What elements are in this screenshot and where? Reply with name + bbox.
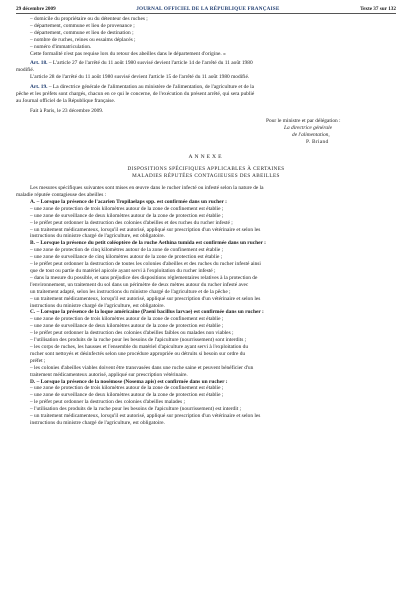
annexe-subtitle-1: DISPOSITIONS SPÉCIFIQUES APPLICABLES À CERTAINES xyxy=(127,166,285,173)
section-d-heading: D. – Lorsque la présence de la nosémose (Nosema apis) est confirmée dans un rucher : xyxy=(30,378,228,385)
signature-line-3: de l'alimentation, xyxy=(292,131,330,138)
article-18-line: L'article 28 de l'arrêté du 11 août 1980 susvisé devient l'article 15 de l'arrêté du 11 août 1980 modifié. xyxy=(30,74,250,81)
section-c-line: traitement médicamenteux autorisé, appliqué sur prescription vétérinaire. xyxy=(30,371,188,378)
section-c-line: rucher sont nettoyés et désinfectés selon une procédure appropriée ou détruits si besoin sur ordre du xyxy=(30,350,246,357)
list-item: – nombre de ruches, reines ou essaims déplacés ; xyxy=(30,36,136,43)
section-c-line: préfet ; xyxy=(30,357,46,364)
article-18 xyxy=(16,60,396,67)
section-a-heading: A. – Lorsque la présence de l'acarien Tropilaelaps spp. est confirmée dans un rucher : xyxy=(30,198,227,205)
article-18-label: Art. 18. xyxy=(30,60,48,67)
list-top xyxy=(16,16,396,51)
section-b-line: – un traitement médicamenteux, lorsqu'il est autorisé, appliqué sur prescription d'un vétérinaire et selon les xyxy=(30,295,261,302)
fait-a-paris: Fait à Paris, le 23 décembre 2009. xyxy=(30,107,104,114)
section-c-line: – les corps de ruches, les hausses et l'ensemble du matériel d'apiculture ayant servi à l'exploitation du xyxy=(30,343,249,350)
signature-line-1: Pour le ministre et par délégation : xyxy=(266,117,341,124)
section-b-line: l'environnement, un traitement du sol dans un périmètre de deux mètres autour du rucher infesté avec xyxy=(30,281,249,288)
section-d-line: – le préfet peut ordonner la destruction des colonies d'abeilles malades ; xyxy=(30,399,186,406)
section-a-line: instructions du ministre chargé de l'agriculture, est obligatoire. xyxy=(30,233,165,240)
section-a-line: – le préfet peut ordonner la destruction des colonies d'abeilles et des ruches du rucher infesté ; xyxy=(30,219,233,226)
section-c-line: – une zone de surveillance de deux kilomètres autour de la zone de protection est établie ; xyxy=(30,323,224,330)
page-header xyxy=(16,6,396,14)
article-19-line: pêche et les préfets sont chargés, chacun en ce qui le concerne, de l'exécution du présent arrêté, qui sera publié xyxy=(16,91,255,98)
list-item: – domicile du propriétaire ou du détenteur des ruches ; xyxy=(30,16,148,22)
section-a-line: – un traitement médicamenteux, lorsqu'il est autorisé, appliqué sur prescription d'un vétérinaire et selon les xyxy=(30,226,261,233)
section-c-line: – une zone de protection de trois kilomètres autour de la zone de confinement est établie ; xyxy=(30,316,224,323)
header-date: 29 décembre 2009 xyxy=(16,6,56,12)
section-d-line: – une zone de protection de trois kilomètres autour de la zone de confinement est établie ; xyxy=(30,385,224,392)
article-19-text: – La directrice générale de l'alimentation au ministère de l'alimentation, de l'agriculture et de la xyxy=(47,84,254,91)
section-c-line: – l'utilisation des produits de la ruche pour les besoins de l'apiculture (nourrissement) sont interdits ; xyxy=(30,337,247,344)
annexe-title: ANNEXE xyxy=(188,154,224,161)
section-b-line: – une zone de protection de cinq kilomètres autour de la zone de confinement est établie ; xyxy=(30,247,224,254)
section-c-line: – le préfet peut ordonner la destruction des colonies d'abeilles faibles ou malades non viables ; xyxy=(30,330,234,337)
list-item: – numéro d'immatriculation. xyxy=(30,43,92,50)
section-a-line: – une zone de surveillance de deux kilomètres autour de la zone de protection est établie ; xyxy=(30,212,224,219)
section-d-line: – l'utilisation des produits de la ruche pour les besoins de l'apiculture (nourrissement) est interdit ; xyxy=(30,406,242,413)
intro-line: maladie réputée contagieuse des abeilles : xyxy=(16,192,107,199)
section-a-line: – une zone de protection de trois kilomètres autour de la zone de confinement est établie ; xyxy=(30,205,224,212)
list-item: – département, commune et lieu de provenance ; xyxy=(30,22,135,29)
article-18-text: – L'article 27 de l'arrêté du 11 août 1980 susvisé devient l'article 14 de l'arrêté du 11 août 1980 xyxy=(47,60,253,67)
section-d-line: – un traitement médicamenteux, lorsqu'il est autorisé, appliqué sur prescription d'un vétérinaire et selon les xyxy=(30,413,261,420)
section-b-line: un traitement adapté, selon les instructions du ministre chargé de l'agriculture et de la pêche ; xyxy=(30,288,231,295)
section-b-line: instructions du ministre chargé de l'agriculture, est obligatoire. xyxy=(30,302,165,309)
signature-line-2: La directrice générale xyxy=(284,124,333,131)
article-19-label: Art. 19. xyxy=(30,84,48,91)
section-d-line: – une zone de surveillance de deux kilomètres autour de la zone de protection est établie ; xyxy=(30,392,224,399)
section-b-line: que de tout ou partie du matériel apicole ayant servi à l'exploitation du rucher infesté ; xyxy=(30,268,216,274)
section-c-heading: C. – Lorsque la présence de la loque américaine (Paeni bacillus larvae) est confirmée dans un rucher : xyxy=(30,309,264,316)
intro-line: Les mesures spécifiques suivantes sont mises en œuvre dans le rucher infecté ou infesté selon la nature de la xyxy=(30,185,264,192)
header-page-count: Texte 37 sur 132 xyxy=(360,6,396,12)
article-18-line: modifié. xyxy=(16,67,35,74)
list-item: – département, commune et lieu de destination ; xyxy=(30,29,134,36)
section-b-heading: B. – Lorsque la présence du petit coléoptère de la ruche Aethina tumida est confirmée dans un rucher : xyxy=(30,240,266,247)
article-19-line: au Journal officiel de la République française. xyxy=(16,97,116,104)
formality-paragraph: Cette formalité n'est pas requise lors du retour des abeilles dans le département d'origine. » xyxy=(30,50,226,57)
section-d-line: instructions du ministre chargé de l'agriculture, est obligatoire. xyxy=(30,419,165,426)
signature-name: P. Briand xyxy=(306,138,329,145)
annexe-subtitle-2: MALADIES RÉPUTÉES CONTAGIEUSES DES ABEILLES xyxy=(132,173,280,180)
section-b-line: – dans la mesure du possible, et sans préjudice des dispositions réglementaires relatives à la protection de xyxy=(30,274,258,281)
section-b-line: – le préfet peut ordonner la destruction de toutes les colonies d'abeilles et des ruches du rucher infesté ainsi xyxy=(30,261,261,268)
section-b-line: – une zone de surveillance de cinq kilomètres autour de la zone de protection est établie ; xyxy=(30,254,223,261)
header-journal-title: JOURNAL OFFICIEL DE LA RÉPUBLIQUE FRANÇAISE xyxy=(136,6,280,12)
section-c-line: – les colonies d'abeilles viables doivent être transvasées dans une ruche saine et peuvent bénéficier d'un xyxy=(30,364,254,371)
